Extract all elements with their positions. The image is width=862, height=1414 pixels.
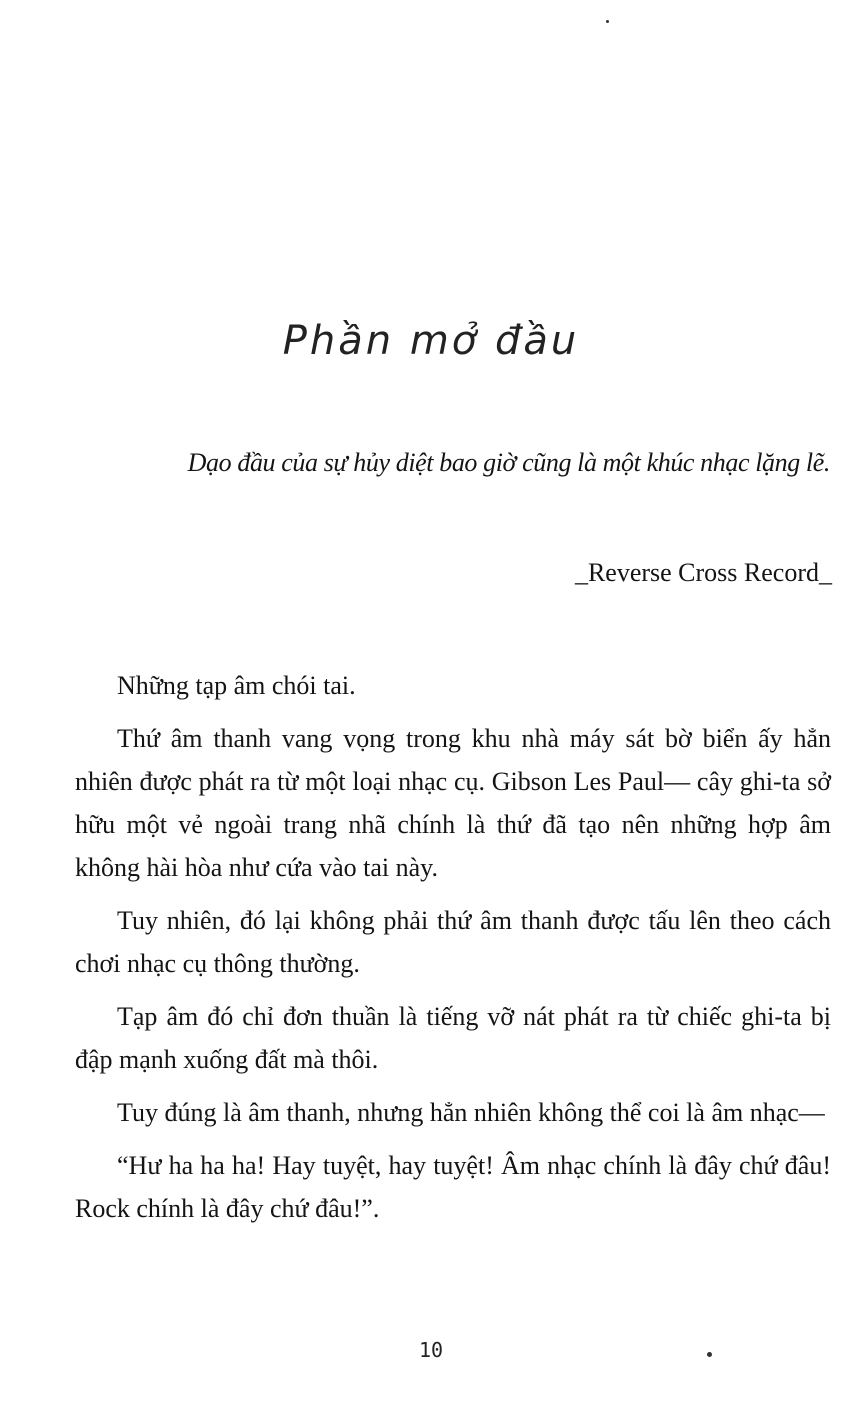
- ink-speck: [707, 1352, 712, 1357]
- page-number: 10: [418, 1338, 444, 1362]
- epigraph-quote: Dạo đầu của sự hủy diệt bao giờ cũng là một khúc nhạc lặng lẽ.: [187, 448, 830, 477]
- epigraph-source: _Reverse Cross Record_: [574, 558, 832, 587]
- chapter-title: Phần mở đầu: [282, 318, 580, 364]
- paragraph: Những tạp âm chói tai.: [117, 671, 356, 700]
- paragraph: Thứ âm thanh vang vọng trong khu nhà máy sát bờ biển ấy hẳn nhiên được phát ra từ một loại nhạc cụ. Gibson Les Paul— cây ghi-ta sở hữu một vẻ ngoài trang nhã chính là thứ đã tạo nên những hợp âm không hài hòa như cứa vào tai này.: [75, 724, 831, 882]
- paragraph: Tạp âm đó chỉ đơn thuần là tiếng vỡ nát phát ra từ chiếc ghi-ta bị đập mạnh xuống đất mà thôi.: [75, 1002, 831, 1074]
- paragraph: Tuy nhiên, đó lại không phải thứ âm thanh được tấu lên theo cách chơi nhạc cụ thông thường.: [75, 906, 831, 978]
- ink-speck: [606, 20, 609, 23]
- body-text: [75, 664, 831, 1240]
- paragraph: “Hư ha ha ha! Hay tuyệt, hay tuyệt! Âm nhạc chính là đây chứ đâu! Rock chính là đây chứ đâu!”.: [75, 1151, 831, 1223]
- paragraph: Tuy đúng là âm thanh, nhưng hẳn nhiên không thể coi là âm nhạc—: [117, 1098, 825, 1127]
